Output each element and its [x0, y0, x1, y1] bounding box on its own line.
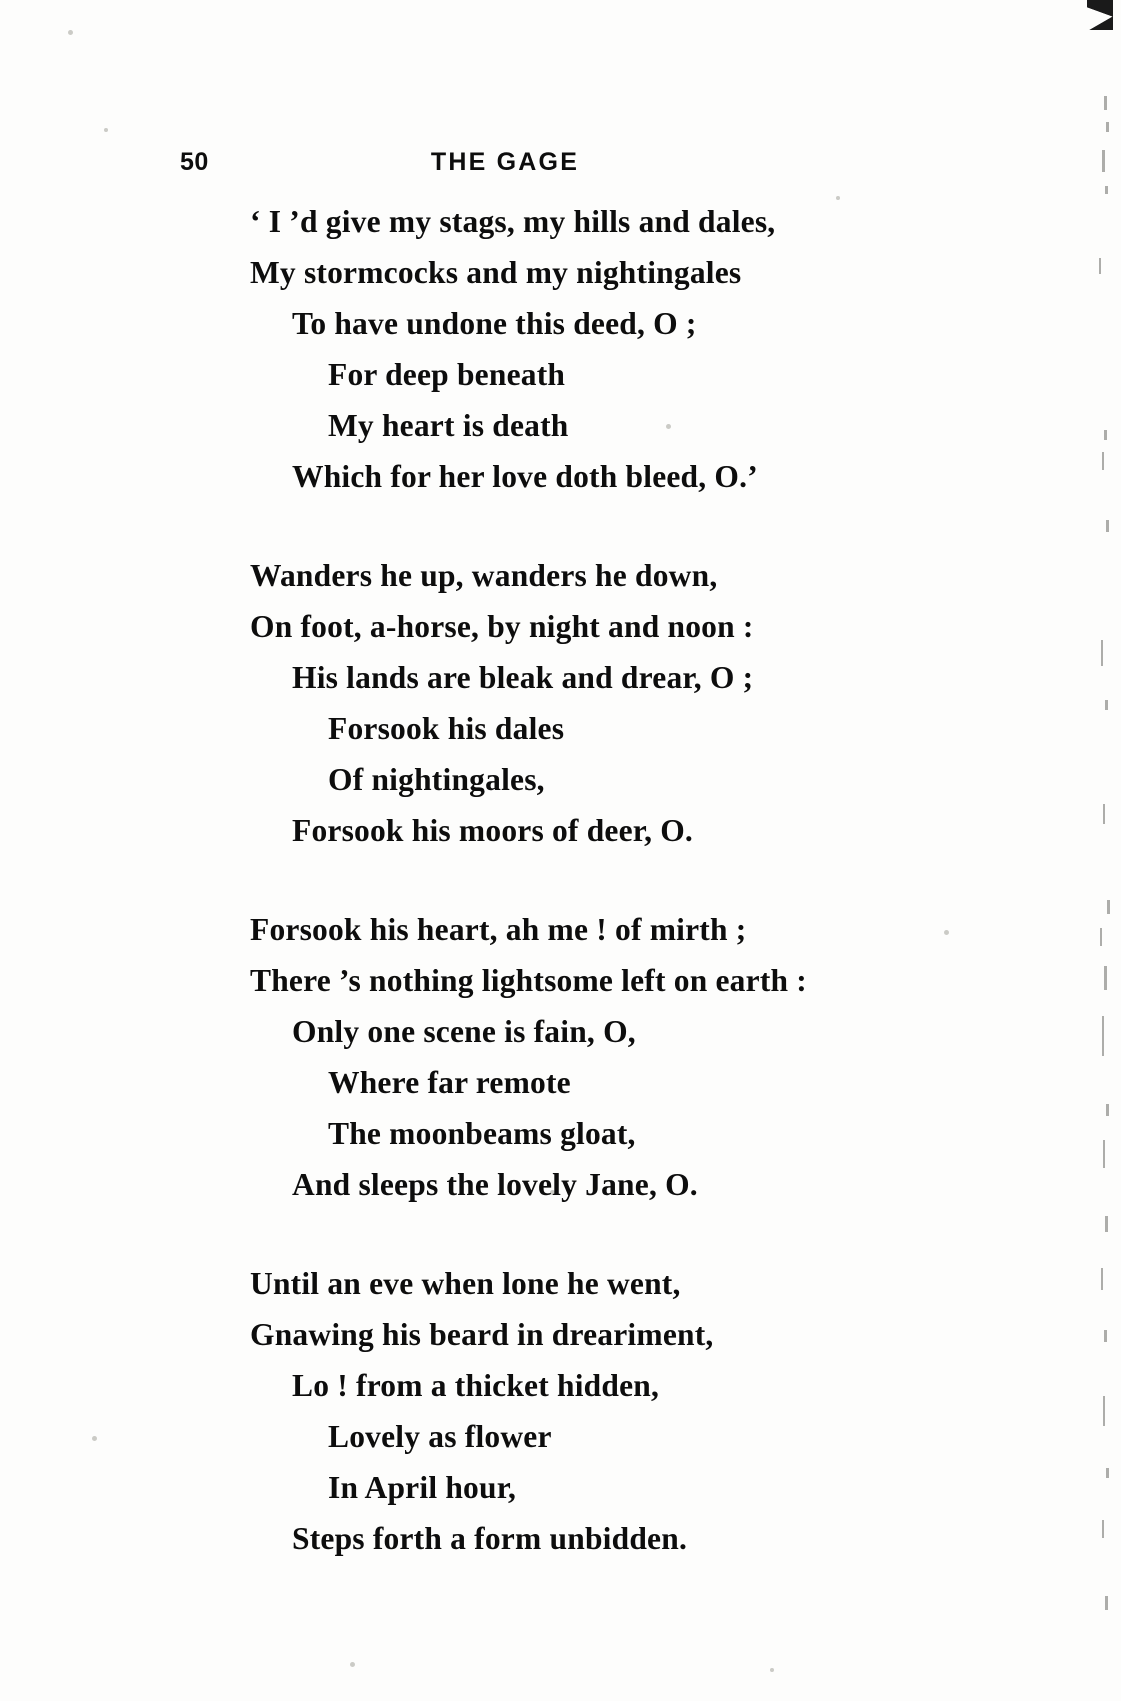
poem-line: In April hour,	[328, 1470, 517, 1505]
poem-line: Lovely as flower	[328, 1419, 552, 1454]
poem-line: The moonbeams gloat,	[328, 1116, 636, 1151]
poem-line: My heart is death	[328, 408, 569, 443]
stanza	[250, 904, 1010, 1210]
poem-line: Wanders he up, wanders he down,	[250, 558, 718, 593]
poem-line: Steps forth a form unbidden.	[292, 1521, 688, 1556]
poem-line: Of nightingales,	[328, 762, 545, 797]
page-header	[0, 148, 1121, 178]
poem-line: And sleeps the lovely Jane, O.	[292, 1167, 698, 1202]
poem-line: Forsook his dales	[328, 711, 565, 746]
page-speck	[770, 1668, 774, 1672]
poem-line: To have undone this deed, O ;	[292, 306, 697, 341]
poem-line: His lands are bleak and drear, O ;	[292, 660, 754, 695]
poem-line: Where far remote	[328, 1065, 571, 1100]
poem-line: Forsook his heart, ah me ! of mirth ;	[250, 912, 747, 947]
stanza	[250, 196, 1010, 502]
poem-line: On foot, a-horse, by night and noon :	[250, 609, 754, 644]
poem-line: There ’s nothing lightsome left on earth :	[250, 963, 807, 998]
poem-line: For deep beneath	[328, 357, 566, 392]
poem-line: Lo ! from a thicket hidden,	[292, 1368, 660, 1403]
poem-line: ‘ I ’d give my stags, my hills and dales,	[250, 204, 776, 239]
poem-line: Until an eve when lone he went,	[250, 1266, 681, 1301]
stanza	[250, 550, 1010, 856]
page-speck	[92, 1436, 97, 1441]
poem-line: My stormcocks and my nightingales	[250, 255, 742, 290]
page-number: 50	[180, 148, 209, 176]
poem-line: Forsook his moors of deer, O.	[292, 813, 693, 848]
page-speck	[68, 30, 73, 35]
page-speck	[350, 1662, 355, 1667]
poem-line: Gnawing his beard in dreariment,	[250, 1317, 714, 1352]
poem-line: Only one scene is fain, O,	[292, 1014, 636, 1049]
running-head-title: THE GAGE	[430, 148, 580, 176]
poem-line: Which for her love doth bleed, O.’	[292, 459, 758, 494]
poem-body	[250, 196, 1010, 1564]
stanza	[250, 1258, 1010, 1564]
scan-edge-artifacts	[1081, 0, 1121, 1701]
page-speck	[104, 128, 108, 132]
